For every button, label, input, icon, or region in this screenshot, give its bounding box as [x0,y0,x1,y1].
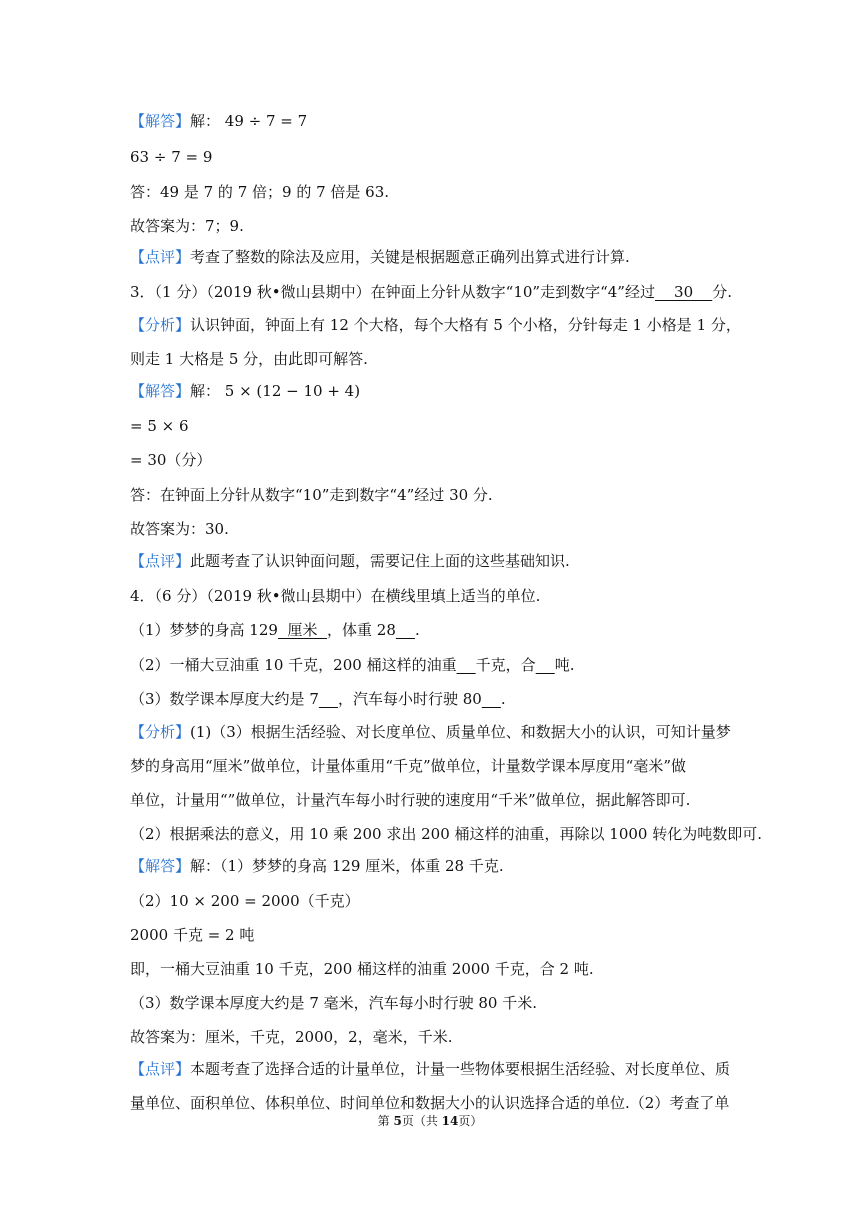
answer-line [130,856,730,876]
footer-text: 第 [377,1114,394,1128]
text-line [130,925,730,945]
answer-tag: 【解答】 [130,857,191,875]
text: 2000 千克 = 2 吨 [130,926,255,944]
answer-blank: 30 [654,283,713,301]
text: . [500,690,506,708]
text: 3．（1 分）（2019 秋•微山县期中）在钟面上分针从数字“10”走到数字“4”经过 [130,283,655,301]
text: 即，一桶大豆油重 10 千克，200 桶这样的油重 2000 千克，合 2 吨. [130,960,594,978]
analysis-line [130,722,730,742]
text: 梦的身高用“厘米”做单位，计量体重用“千克”做单位，计量数学课本厚度用“毫米”做 [130,757,687,775]
text: 考查了整数的除法及应用，关键是根据题意正确列出算式进行计算. [190,248,630,266]
text: = 5 × 6 [130,417,189,435]
comment-line [130,247,730,267]
text: 解：（1）梦梦的身高 129 厘米，体重 28 千克. [190,857,504,875]
text: ，汽车每小时行驶 80 [337,690,482,708]
text: 分. [712,283,732,301]
answer-line [130,381,730,401]
footer-text: 页（共 [401,1114,442,1128]
text-line [130,519,730,539]
text: 解： 49 ÷ 7 = 7 [190,112,308,130]
answer-blank [536,656,555,674]
text: （2）根据乘法的意义，用 10 乘 200 求出 200 桶这样的油重，再除以 1000 转化为吨数即可. [130,825,762,843]
comment-tag: 【点评】 [130,1060,191,1078]
text: 故答案为：厘米，千克，2000，2，毫米，千米. [130,1028,453,1046]
text-line [130,1027,730,1047]
text: = 30（分） [130,451,212,469]
text: 答：在钟面上分针从数字“10”走到数字“4”经过 30 分. [130,486,493,504]
sub-question-2 [130,655,730,675]
text: 本题考查了选择合适的计量单位，计量一些物体要根据生活经验、对长度单位、质 [190,1060,731,1078]
text-line [130,182,730,202]
comment-tag: 【点评】 [130,248,191,266]
text-line [130,1093,730,1113]
text: 此题考查了认识钟面问题，需要记住上面的这些基础知识. [190,552,570,570]
sub-question-1 [130,620,730,640]
answer-tag: 【解答】 [130,382,191,400]
footer-text: 页） [458,1114,483,1128]
comment-line [130,1059,730,1079]
text: （3）数学课本厚度大约是 7 [130,690,319,708]
text: 量单位、面积单位、体积单位、时间单位和数据大小的认识选择合适的单位.（2）考查了单 [130,1094,730,1112]
text: 故答案为：30. [130,520,229,538]
text: （3）数学课本厚度大约是 7 毫米，汽车每小时行驶 80 千米. [130,994,538,1012]
text-line [130,993,730,1013]
sub-question-3 [130,689,730,709]
text-line [130,824,762,844]
text: 则走 1 大格是 5 分，由此即可解答. [130,350,368,368]
text: 吨. [554,656,575,674]
text-line [130,891,730,911]
page-total: 14 [441,1114,459,1128]
text: . [414,621,420,639]
text-line [130,416,730,436]
text-line [130,959,730,979]
text-line [130,216,730,236]
text: 63 ÷ 7 = 9 [130,148,213,166]
text: （2）10 × 200 = 2000（千克） [130,892,360,910]
text: 单位，计量用“”做单位，计量汽车每小时行驶的速度用“千米”做单位，据此解答即可. [130,791,691,809]
text-line [130,349,730,369]
text: 千克，合 [475,656,536,674]
answer-blank: 厘米 [277,621,328,639]
text: ，体重 28 [327,621,396,639]
text-line [130,756,730,776]
page-number: 5 [393,1114,402,1128]
answer-blank [482,690,501,708]
text-line [130,147,730,167]
text: 认识钟面，钟面上有 12 个大格，每个大格有 5 个小格，分针每走 1 小格是 1 分， [190,316,741,334]
text: (1)（3）根据生活经验、对长度单位、质量单位、和数据大小的认识，可知计量梦 [190,723,731,741]
answer-blank [319,690,338,708]
text: 答：49 是 7 的 7 倍；9 的 7 倍是 63. [130,183,390,201]
answer-blank [457,656,476,674]
text: （1）梦梦的身高 129 [130,621,278,639]
text-line [130,450,730,470]
text: （2）一桶大豆油重 10 千克，200 桶这样的油重 [130,656,457,674]
question-4 [130,586,730,606]
analysis-line [130,315,741,335]
text: 4．（6 分）（2019 秋•微山县期中）在横线里填上适当的单位. [130,587,541,605]
text: 故答案为：7；9. [130,217,244,235]
analysis-tag: 【分析】 [130,316,191,334]
answer-blank [396,621,415,639]
text: 解： 5 × (12 − 10 + 4) [190,382,361,400]
page-footer [0,1112,860,1129]
comment-tag: 【点评】 [130,552,191,570]
comment-line [130,551,730,571]
answer-tag: 【解答】 [130,112,191,130]
analysis-tag: 【分析】 [130,723,191,741]
text-line [130,790,730,810]
text-line [130,485,730,505]
answer-line [130,111,730,131]
question-3 [130,282,730,302]
